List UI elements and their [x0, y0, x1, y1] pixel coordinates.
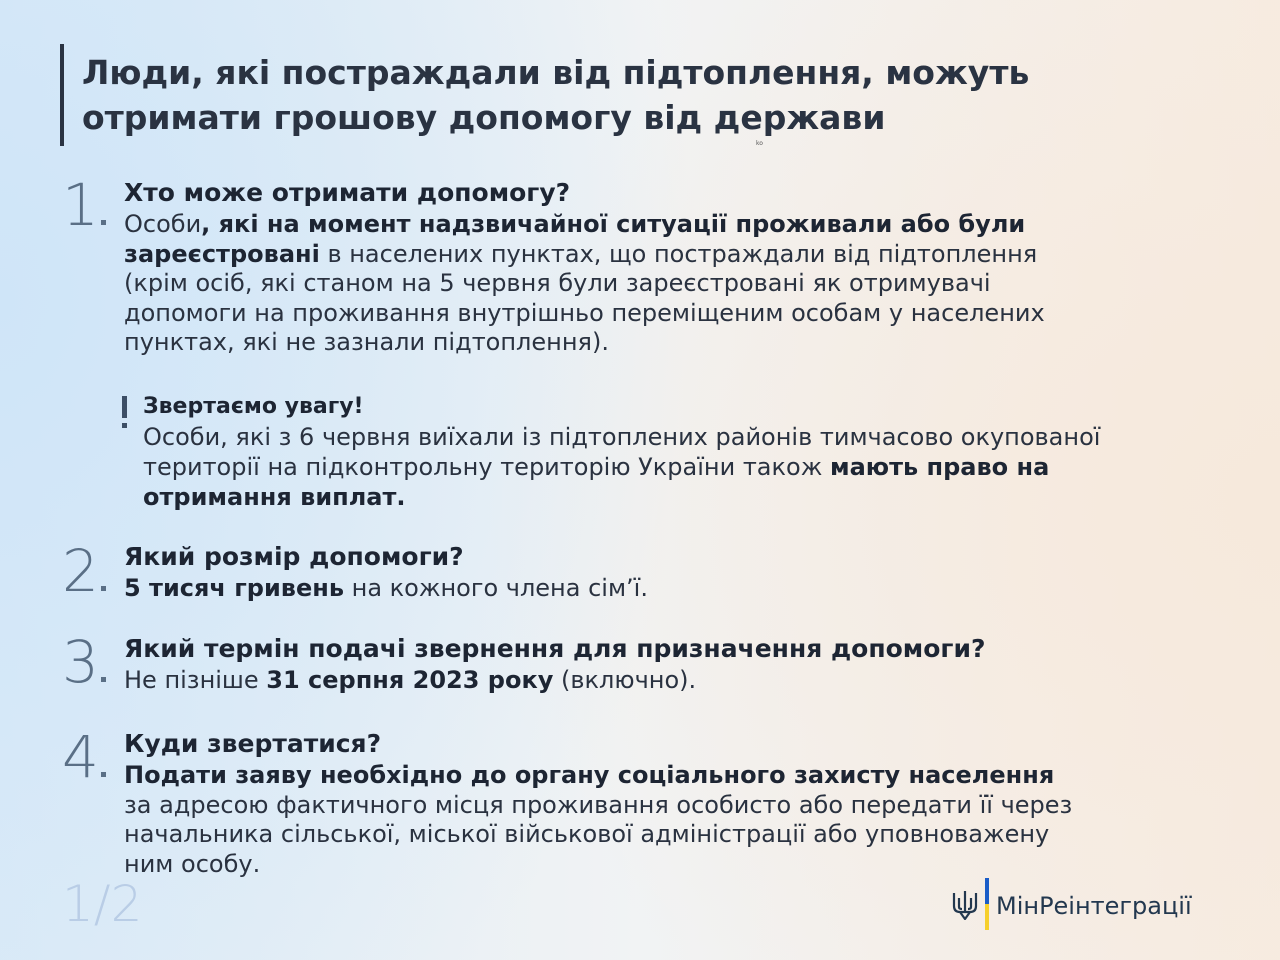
section-2-number: 2 — [62, 542, 106, 600]
section-1-question: Хто може отримати допомогу? — [124, 178, 571, 207]
section-4-answer: Подати заяву необхідно до органу соціального захисту населення за адресою фактичного місця проживання особисто або передати її через начальника сільської, міської військової адміністрації або уповноважену ним особу. — [124, 761, 1073, 878]
note-heading: Звертаємо увагу! — [143, 394, 364, 419]
note-text: Особи, які з 6 червня виїхали із підтоплених районів тимчасово окупованої території на підконтрольну територію України також мають право на отримання виплат. — [143, 423, 1101, 511]
section-1-number: 1 — [62, 176, 106, 234]
logo-text: МінРеінтеграції — [996, 892, 1192, 920]
exclamation-icon — [120, 396, 128, 430]
section-2-answer: 5 тисяч гривень на кожного члена сім’ї. — [124, 574, 648, 602]
page-number: 1/2 — [62, 875, 143, 933]
trident-icon — [952, 890, 978, 920]
title-line-1: Люди, які постраждали від підтоплення, можуть — [82, 53, 1030, 92]
section-4-number: 4 — [62, 728, 106, 786]
page-title — [82, 50, 1182, 140]
section-2-question: Який розмір допомоги? — [124, 542, 464, 571]
section-3-question: Який термін подачі звернення для призначення допомоги? — [124, 634, 986, 663]
section-4-question: Куди звертатися? — [124, 729, 382, 758]
title-accent-bar — [60, 44, 64, 146]
title-line-2: отримати грошову допомогу від держави — [82, 98, 886, 137]
logo-flag-bar — [985, 878, 989, 930]
section-3-number: 3 — [62, 633, 106, 691]
ministry-logo — [952, 878, 1222, 930]
tiny-mark: ko — [756, 140, 763, 147]
section-1-answer: Особи, які на момент надзвичайної ситуації проживали або були зареєстровані в населених пунктах, що постраждали від підтоплення (крім осіб, які станом на 5 червня були зареєстровані як отримувачі допомоги на проживання внутрішньо переміщеним особам у населених пунктах, які не зазнали підтоплення). — [124, 210, 1045, 356]
section-3-answer: Не пізніше 31 серпня 2023 року (включно). — [124, 666, 697, 694]
